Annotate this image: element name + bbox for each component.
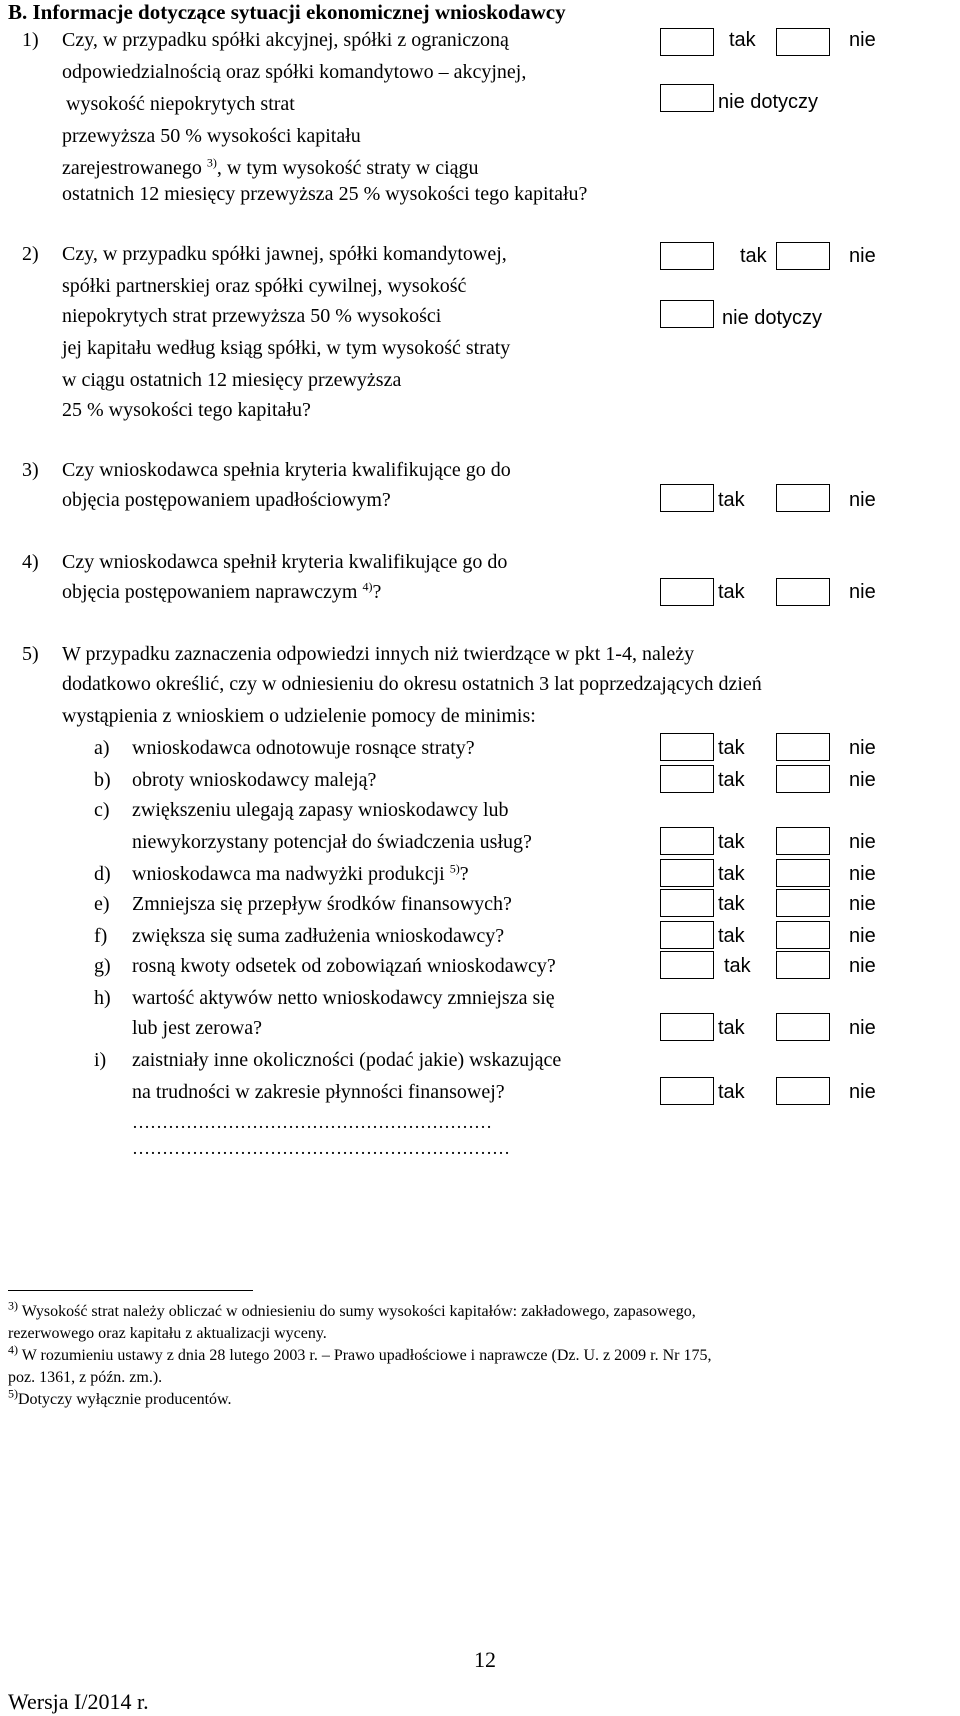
- q5i-text-1: zaistniały inne okoliczności (podać jakie) wskazujące: [132, 1049, 562, 1071]
- q3-yes-checkbox[interactable]: [660, 484, 714, 512]
- q5b-no-label: nie: [849, 769, 876, 791]
- section-title: B. Informacje dotyczące sytuacji ekonomicznej wnioskodawcy: [8, 0, 566, 24]
- q5i-fill-line-1[interactable]: ……………………………………………………: [132, 1112, 492, 1132]
- footnote-4: $^{4)}$ W rozumieniu ustawy z dnia 28 lutego 2003 r. – Prawo upadłościowe i naprawcze (Dz. U. z 2009 r. Nr 175,: [8, 1342, 712, 1364]
- q5f-letter: f): [94, 925, 108, 947]
- q4-line-1: Czy wnioskodawca spełnił kryteria kwalifikujące go do: [62, 551, 508, 573]
- q5i-text-2: na trudności w zakresie płynności finansowej?: [132, 1081, 505, 1103]
- q1-yes-checkbox[interactable]: [660, 28, 714, 56]
- q5i-no-label: nie: [849, 1081, 876, 1103]
- q4-no-checkbox[interactable]: [776, 578, 830, 606]
- q5d-letter: d): [94, 863, 111, 885]
- q5d-no-checkbox[interactable]: [776, 859, 830, 887]
- q5h-yes-checkbox[interactable]: [660, 1013, 714, 1041]
- q1-no-label: nie: [849, 29, 876, 51]
- q5e-no-label: nie: [849, 893, 876, 915]
- page-number: 12: [474, 1647, 496, 1672]
- q1-no-checkbox[interactable]: [776, 28, 830, 56]
- q5e-no-checkbox[interactable]: [776, 889, 830, 917]
- q5i-letter: i): [94, 1049, 107, 1071]
- q1-line-2: odpowiedzialnością oraz spółki komandytowo – akcyjnej,: [62, 61, 527, 83]
- q1-na-label: nie dotyczy: [718, 91, 819, 113]
- q5c-yes-checkbox[interactable]: [660, 827, 714, 855]
- footnote-ref: 5): [8, 1386, 18, 1401]
- q5-line-2: dodatkowo określić, czy w odniesieniu do okresu ostatnich 3 lat poprzedzających dzień: [62, 673, 762, 695]
- q1-number: 1): [22, 29, 39, 51]
- footnote-separator: [8, 1290, 253, 1291]
- q5h-no-label: nie: [849, 1017, 876, 1039]
- q5g-letter: g): [94, 955, 111, 977]
- q4-no-label: nie: [849, 581, 876, 603]
- q5e-yes-label: tak: [718, 893, 745, 915]
- q2-no-checkbox[interactable]: [776, 242, 830, 270]
- q5a-no-checkbox[interactable]: [776, 733, 830, 761]
- q5f-no-label: nie: [849, 925, 876, 947]
- q5b-yes-label: tak: [718, 769, 745, 791]
- q5a-no-label: nie: [849, 737, 876, 759]
- q2-yes-label: tak: [740, 245, 767, 267]
- q5g-no-checkbox[interactable]: [776, 951, 830, 979]
- q5b-no-checkbox[interactable]: [776, 765, 830, 793]
- q5d-yes-checkbox[interactable]: [660, 859, 714, 887]
- q5a-yes-label: tak: [718, 737, 745, 759]
- q5c-text-2: niewykorzystany potencjał do świadczenia usług?: [132, 831, 532, 853]
- q5e-yes-checkbox[interactable]: [660, 889, 714, 917]
- q1-na-checkbox[interactable]: [660, 84, 714, 112]
- q5i-yes-label: tak: [718, 1081, 745, 1103]
- q5h-no-checkbox[interactable]: [776, 1013, 830, 1041]
- q5g-yes-checkbox[interactable]: [660, 951, 714, 979]
- q5g-text: rosną kwoty odsetek od zobowiązań wnioskodawcy?: [132, 955, 556, 977]
- q5e-letter: e): [94, 893, 110, 915]
- footnote-ref: 5): [449, 861, 460, 876]
- q5i-no-checkbox[interactable]: [776, 1077, 830, 1105]
- q5c-no-checkbox[interactable]: [776, 827, 830, 855]
- footnote-ref: 4): [362, 579, 373, 594]
- q5f-text: zwiększa się suma zadłużenia wnioskodawcy?: [132, 925, 505, 947]
- q2-no-label: nie: [849, 245, 876, 267]
- q2-yes-checkbox[interactable]: [660, 242, 714, 270]
- q2-line-3: niepokrytych strat przewyższa 50 % wysokości: [62, 305, 442, 327]
- footnote-3-cont: rezerwowego oraz kapitału z aktualizacji wyceny.: [8, 1325, 327, 1342]
- q2-number: 2): [22, 243, 39, 265]
- q5h-letter: h): [94, 987, 111, 1009]
- q4-number: 4): [22, 551, 39, 573]
- q5g-no-label: nie: [849, 955, 876, 977]
- version-label: Wersja I/2014 r.: [8, 1689, 149, 1714]
- q5b-yes-checkbox[interactable]: [660, 765, 714, 793]
- q2-line-4: jej kapitału według ksiąg spółki, w tym wysokość straty: [62, 337, 511, 359]
- q1-line-1: Czy, w przypadku spółki akcyjnej, spółki z ograniczoną: [62, 29, 509, 51]
- q4-yes-label: tak: [718, 581, 745, 603]
- q3-number: 3): [22, 459, 39, 481]
- q5h-text-2: lub jest zerowa?: [132, 1017, 262, 1039]
- q4-line-2: objęcia postępowaniem naprawczym $^{4)}$?: [62, 579, 382, 603]
- q5c-letter: c): [94, 799, 110, 821]
- q5i-yes-checkbox[interactable]: [660, 1077, 714, 1105]
- q2-line-1: Czy, w przypadku spółki jawnej, spółki komandytowej,: [62, 243, 507, 265]
- q2-na-checkbox[interactable]: [660, 300, 714, 328]
- footnote-5: $^{5)}$Dotyczy wyłącznie producentów.: [8, 1386, 232, 1408]
- q5f-no-checkbox[interactable]: [776, 921, 830, 949]
- q5f-yes-checkbox[interactable]: [660, 921, 714, 949]
- q5b-letter: b): [94, 769, 111, 791]
- footnote-3: $^{3)}$ Wysokość strat należy obliczać w odniesieniu do sumy wysokości kapitałów: zakładowego, zapasowego,: [8, 1298, 696, 1320]
- q1-line-5: zarejestrowanego $^{3)}$, w tym wysokość straty w ciągu: [62, 155, 479, 179]
- q2-line-5: w ciągu ostatnich 12 miesięcy przewyższa: [62, 369, 402, 391]
- q3-no-label: nie: [849, 489, 876, 511]
- q5d-no-label: nie: [849, 863, 876, 885]
- q4-yes-checkbox[interactable]: [660, 578, 714, 606]
- footnote-4-cont: poz. 1361, z późn. zm.).: [8, 1369, 163, 1386]
- q5b-text: obroty wnioskodawcy maleją?: [132, 769, 377, 791]
- q2-line-2: spółki partnerskiej oraz spółki cywilnej, wysokość: [62, 275, 467, 297]
- q1-yes-label: tak: [729, 29, 756, 51]
- q2-na-label: nie dotyczy: [722, 307, 823, 329]
- q5d-text: wnioskodawca ma nadwyżki produkcji $^{5)}$?: [132, 861, 469, 885]
- q5-line-3: wystąpienia z wnioskiem o udzielenie pomocy de minimis:: [62, 705, 536, 727]
- q5g-yes-label: tak: [724, 955, 751, 977]
- q5a-text: wnioskodawca odnotowuje rosnące straty?: [132, 737, 475, 759]
- q3-yes-label: tak: [718, 489, 745, 511]
- q5c-yes-label: tak: [718, 831, 745, 853]
- q5h-yes-label: tak: [718, 1017, 745, 1039]
- q5d-yes-label: tak: [718, 863, 745, 885]
- q2-line-6: 25 % wysokości tego kapitału?: [62, 399, 311, 421]
- q3-line-2: objęcia postępowaniem upadłościowym?: [62, 489, 391, 511]
- q5e-text: Zmniejsza się przepływ środków finansowych?: [132, 893, 512, 915]
- q5h-text-1: wartość aktywów netto wnioskodawcy zmniejsza się: [132, 987, 555, 1009]
- q3-line-1: Czy wnioskodawca spełnia kryteria kwalifikujące go do: [62, 459, 511, 481]
- q1-line-3: wysokość niepokrytych strat: [66, 93, 295, 115]
- q3-no-checkbox[interactable]: [776, 484, 830, 512]
- q5i-fill-line-2[interactable]: ………………………………………………………: [132, 1138, 510, 1158]
- q5c-text-1: zwiększeniu ulegają zapasy wnioskodawcy lub: [132, 799, 509, 821]
- q5a-letter: a): [94, 737, 110, 759]
- q5-line-1: W przypadku zaznaczenia odpowiedzi innych niż twierdzące w pkt 1-4, należy: [62, 643, 695, 665]
- q5c-no-label: nie: [849, 831, 876, 853]
- q5-number: 5): [22, 643, 39, 665]
- footnote-ref: 4): [8, 1342, 18, 1357]
- q1-line-4: przewyższa 50 % wysokości kapitału: [62, 125, 361, 147]
- q5f-yes-label: tak: [718, 925, 745, 947]
- footnote-ref: 3): [8, 1298, 18, 1313]
- q5a-yes-checkbox[interactable]: [660, 733, 714, 761]
- footnote-ref: 3): [206, 155, 217, 170]
- q1-line-6: ostatnich 12 miesięcy przewyższa 25 % wysokości tego kapitału?: [62, 183, 588, 205]
